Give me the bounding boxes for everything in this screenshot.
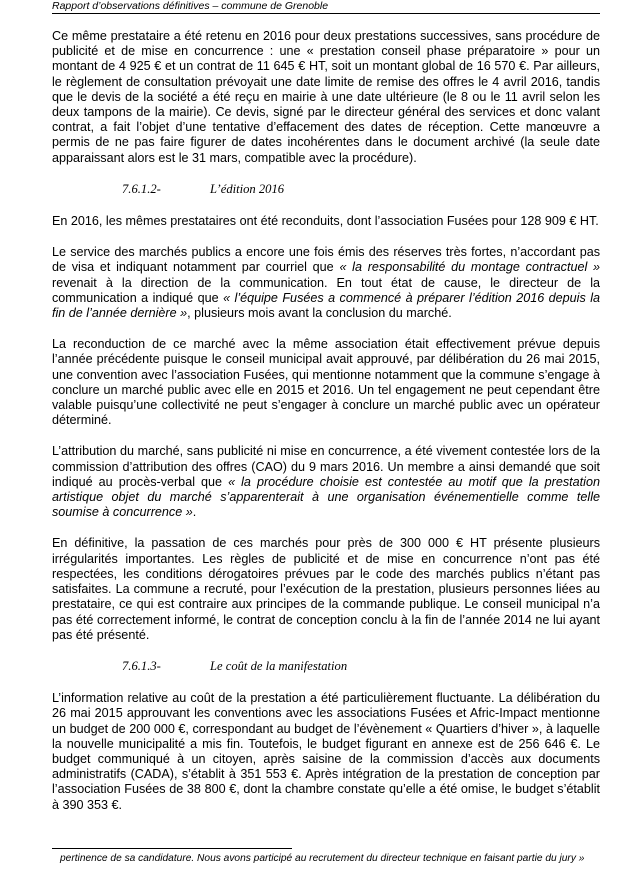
- paragraph: Ce même prestataire a été retenu en 2016 pour deux prestations successives, sans procédure de publicité et de mise en concurrence : une « prestation conseil phase préparatoire » pour un montant de 4 925 € et un contrat de 11 645 € HT, soit un montant global de 16 570 €. Par ailleurs, le règlement de consultation prévoyait une date limite de remise des offres le 4 avril 2016, tandis que le devis de la société a été reçu en mairie à une date ultérieure (le 8 ou le 11 avril selon les deux tampons de la mairie). Ce devis, signé par le directeur général des services et donc valant contrat, a fait l’objet d’une tentative d’effacement des dates de réception. Cette manœuvre a permis de ne pas faire figurer de dates incohérentes dans le document archivé (la seule date apparaissant alors est le 31 mars, compatible avec la procédure).: [52, 29, 600, 165]
- footnote: pertinence de sa candidature. Nous avons participé au recrutement du directeur technique en faisant partie du jury »: [60, 853, 585, 864]
- paragraph: En 2016, les mêmes prestataires ont été reconduits, dont l’association Fusées pour 128 909 € HT.: [52, 214, 599, 229]
- quotation: « l’équipe Fusées a commencé à préparer l’édition 2016 depuis la fin de l’année dernière »: [52, 290, 600, 321]
- section-title: L’édition 2016: [210, 181, 285, 196]
- text-run: .: [192, 505, 197, 520]
- paragraph: La reconduction de ce marché avec la même association était effectivement prévue depuis l’année précédente puisque le conseil municipal avait approuvé, par délibération du 26 mai 2015, une convention avec l’association Fusées, qui mentionne notamment que la commune s’engage à conclure un marché public avec elle en 2015 et 2016. Un tel engagement ne peut cependant être valable puisqu’une collectivité ne peut s’engager à conclure un marché public avec un opérateur déterminé.: [52, 337, 600, 428]
- paragraph: L’information relative au coût de la prestation a été particulièrement fluctuante. La délibération du 26 mai 2015 approuvant les conventions avec les associations Fusées et Afric-Impact mentionne un budget de 200 000 €, correspondant au budget de l’évènement « Quartiers d’hiver », à laquelle la nouvelle municipalité a mis fin. Toutefois, le budget figurant en annexe est de 256 646 €. Le budget communiqué à un citoyen, après saisine de la commission d’accès aux documents administratifs (CADA), s’établit à 351 553 €. Après intégration de la prestation de conception par l’association Fusées de 38 800 €, dont la chambre constate qu’elle a été omise, le budget s’établit à 390 353 €.: [52, 691, 600, 812]
- quotation: « la responsabilité du montage contractuel »: [339, 260, 600, 275]
- text-run: revenait à la direction de la communication. En tout état de cause, le directeur de la communication a indiqué que: [52, 275, 600, 305]
- text-run: L’attribution du marché, sans publicité ni mise en concurrence, a été vivement contestée lors de la commission d’attribution des offres (CAO) du 9 mars 2016. Un membre a ainsi demandé que soit indiqué au procès-verbal que: [52, 444, 600, 489]
- text-run: , plusieurs mois avant la conclusion du marché.: [187, 306, 452, 321]
- text-run: Le service des marchés publics a encore une fois émis des réserves très fortes, n’accordant pas de visa et indiquant notamment par courriel que: [52, 245, 600, 275]
- section-heading: [122, 659, 600, 674]
- paragraph: En définitive, la passation de ces marchés pour près de 300 000 € HT présente plusieurs irrégularités importantes. Les règles de publicité et de mise en concurrence n’ont pas été respectées, les conditions dérogatoires prévues par le code des marchés publics n’étant pas satisfaites. La commune a recruté, pour l’exécution de la prestation, plusieurs personnes liées au prestataire, ce qui est contraire aux principes de la commande publique. Le conseil municipal n’a pas été correctement informé, le contrat de conception conclu à la fin de l’année 2014 ne lui ayant pas été présenté.: [52, 536, 600, 642]
- footnote-separator: [52, 848, 292, 849]
- quotation: « la procédure choisie est contestée au motif que la prestation artistique objet du marché s’apparenterait à une organisation événementielle comme telle soumise à concurrence »: [52, 474, 600, 520]
- running-header: Rapport d’observations définitives – commune de Grenoble: [52, 0, 600, 14]
- paragraph: [52, 444, 600, 520]
- document-body: [52, 29, 600, 829]
- section-title: Le coût de la manifestation: [210, 658, 348, 673]
- section-number: 7.6.1.3-: [122, 658, 161, 673]
- section-number: 7.6.1.2-: [122, 181, 161, 196]
- paragraph: [52, 245, 600, 321]
- section-heading: [122, 182, 600, 197]
